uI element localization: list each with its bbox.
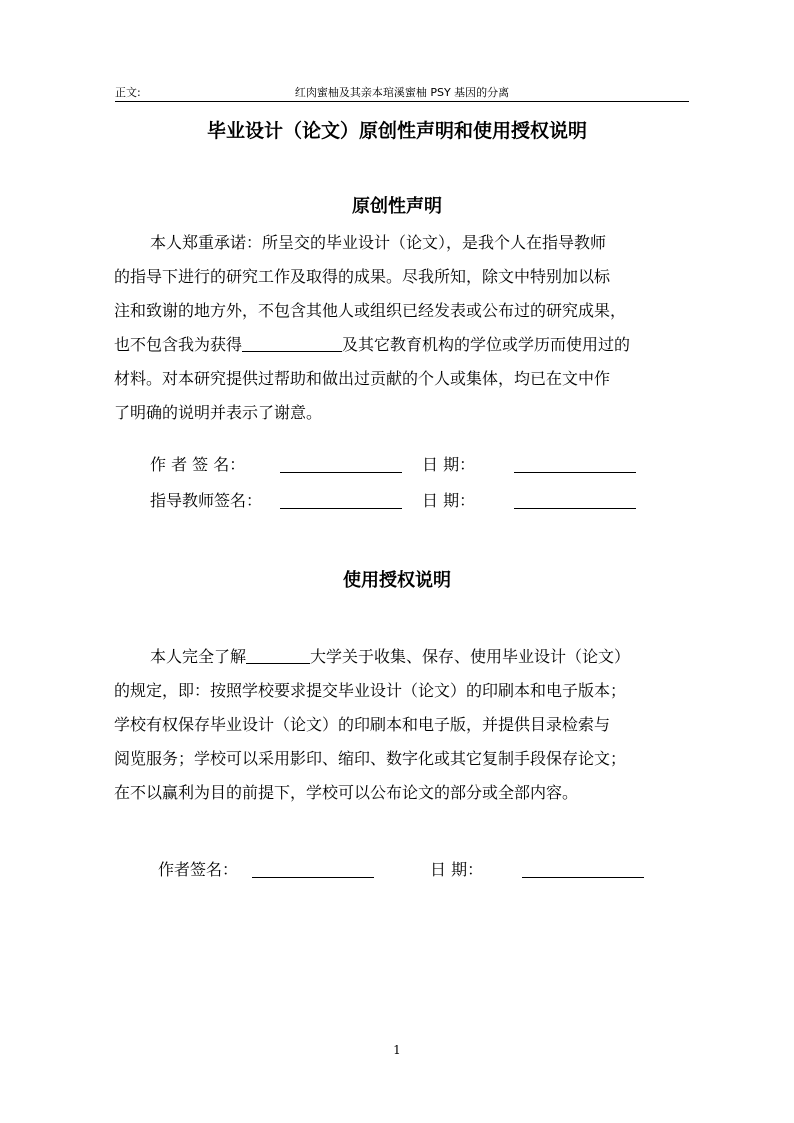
authorization-paragraph [114,640,694,810]
running-header [115,84,689,102]
header-thesis-title: 红肉蜜柚及其亲本琯溪蜜柚 PSY 基因的分离 [294,86,510,99]
author-signature-field[interactable] [252,877,374,878]
page-number: 1 [393,1043,401,1057]
header-rule [115,101,689,102]
text-segment: 也不包含我为获得 [114,335,243,354]
date-label: 日 期： [422,455,476,474]
text-segment: 本人完全了解 [150,647,247,666]
text-line: 的指导下进行的研究工作及取得的成果。尽我所知，除文中特别加以标 [114,267,611,286]
degree-blank-field[interactable] [242,333,342,352]
text-line: 了明确的说明并表示了谢意。 [114,403,323,422]
date-label: 日 期： [430,860,484,879]
header-section-label: 正文: [115,86,141,99]
advisor-signature-label: 指导教师签名： [150,491,263,510]
advisor-date-field[interactable] [514,508,636,509]
text-line: 学校有权保存毕业设计（论文）的印刷本和电子版，并提供目录检索与 [114,715,611,734]
text-line: 注和致谢的地方外，不包含其他人或组织已经发表或公布过的研究成果， [114,301,627,320]
text-line: 阅览服务；学校可以采用影印、缩印、数字化或其它复制手段保存论文； [114,749,627,768]
authorization-heading: 使用授权说明 [343,570,451,591]
text-line: 材料。对本研究提供过帮助和做出过贡献的个人或集体，均已在文中作 [114,369,611,388]
text-line: 的规定，即：按照学校要求提交毕业设计（论文）的印刷本和电子版本； [114,681,627,700]
text-segment: 大学关于收集、保存、使用毕业设计（论文） [310,647,631,666]
page-title: 毕业设计（论文）原创性声明和使用授权说明 [206,120,587,142]
advisor-signature-field[interactable] [280,508,402,509]
date-label: 日 期： [422,491,476,510]
author-signature-label: 作 者 签 名： [150,455,246,474]
author-signature-field[interactable] [280,472,402,473]
text-line [114,640,694,674]
text-line: 本人郑重承诺：所呈交的毕业设计（论文），是我个人在指导教师 [150,233,607,252]
university-blank-field[interactable] [246,645,310,664]
author-date-field[interactable] [522,877,644,878]
text-line: 在不以赢利为目的前提下，学校可以公布论文的部分或全部内容。 [114,783,579,802]
text-segment: 及其它教育机构的学位或学历而使用过的 [342,335,631,354]
originality-paragraph [114,226,694,430]
originality-heading: 原创性声明 [352,196,442,217]
author-date-field[interactable] [514,472,636,473]
author-signature-label: 作者签名： [158,860,239,879]
text-line [114,328,694,362]
